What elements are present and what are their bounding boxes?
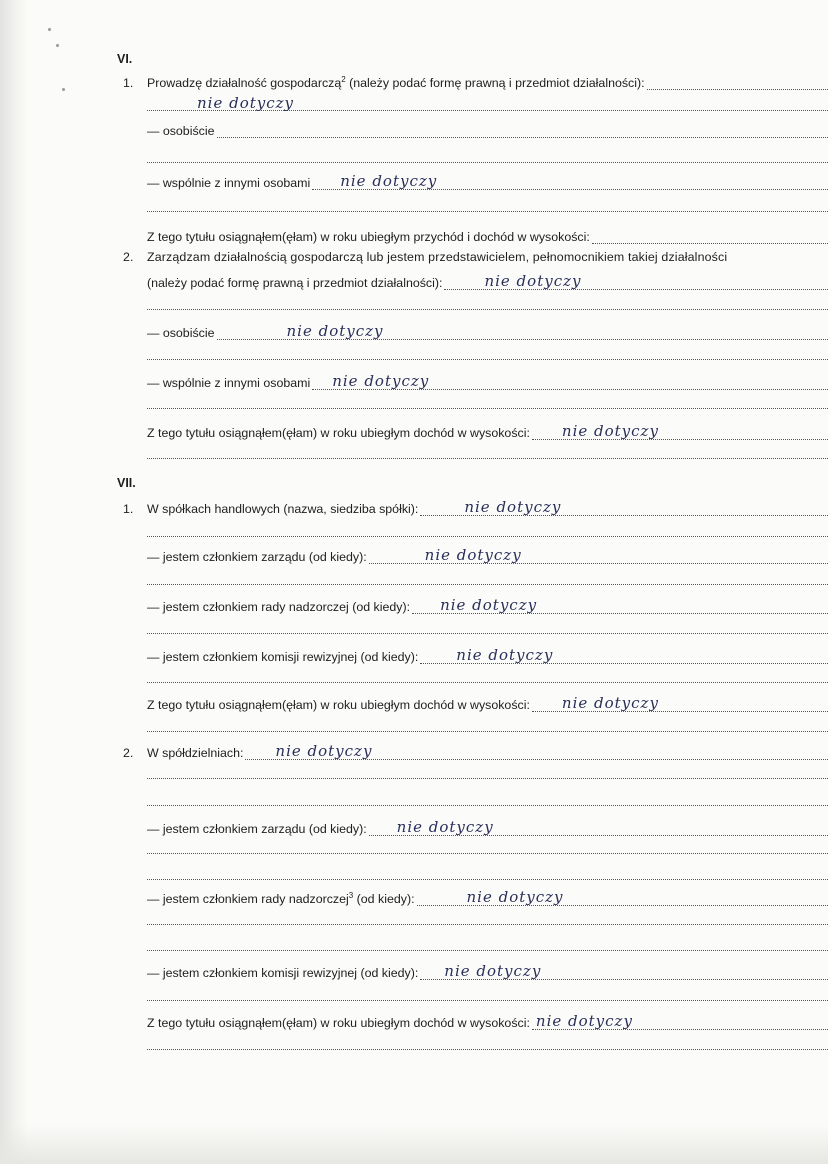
- vii-q2-number: 2.: [123, 746, 134, 760]
- vii-audit-answer: nie dotyczy: [456, 646, 554, 664]
- vi-q2-personal-label: — osobiście: [147, 326, 215, 340]
- vii-q2-board-line: [147, 818, 828, 836]
- vii-audit-label: — jestem członkiem komisji rewizyjnej (od kiedy):: [147, 650, 419, 664]
- vi-q2-extra-line[interactable]: [147, 309, 828, 310]
- vii-board-extra-line[interactable]: [147, 584, 828, 585]
- vi-q2-jointly-answer: nie dotyczy: [332, 372, 430, 390]
- vi-q2-number: 2.: [123, 250, 134, 264]
- vii-income-label: Z tego tytułu osiągnąłem(ęłam) w roku ubiegłym dochód w wysokości:: [147, 698, 530, 712]
- vii-q1-number: 1.: [123, 502, 134, 516]
- vii-supervisory-answer: nie dotyczy: [440, 596, 538, 614]
- vi-q2-income-answer: nie dotyczy: [561, 422, 659, 440]
- vi-q1-label: Prowadzę działalność gospodarczą$^2$ (należy podać formę prawną i przedmiot działalności):: [147, 74, 645, 90]
- vi-q2-jointly-extra-line[interactable]: [147, 408, 828, 409]
- vii-q1-answer: nie dotyczy: [464, 498, 562, 516]
- vii-income-fill-line[interactable]: [532, 694, 828, 712]
- vii-q2-income-label: Z tego tytułu osiągnąłem(ęłam) w roku ubiegłym dochód w wysokości:: [147, 1016, 530, 1030]
- vii-q2-extra-line-2[interactable]: [147, 805, 828, 806]
- vi-q2-personal-line: [147, 322, 828, 340]
- vii-q2-board-answer: nie dotyczy: [396, 818, 494, 836]
- vii-q2-answer: nie dotyczy: [275, 742, 373, 760]
- vi-q2-label-line2: (należy podać formę prawną i przedmiot działalności):: [147, 276, 443, 290]
- vi-q1-line: [123, 72, 828, 90]
- vii-q2-audit-answer: nie dotyczy: [444, 962, 542, 980]
- vii-supervisory-line: [147, 596, 828, 614]
- section-vi-heading: VI.: [117, 52, 133, 66]
- vii-q2-audit-fill-line[interactable]: [420, 962, 828, 980]
- vi-q2-jointly-label: — wspólnie z innymi osobami: [147, 376, 311, 390]
- vii-q2-label: W spółdzielniach:: [147, 746, 244, 760]
- vi-q2-answer: nie dotyczy: [484, 272, 582, 290]
- vi-q1-answer: nie dotyczy: [197, 94, 295, 112]
- vii-q2-board-extra-line-1[interactable]: [147, 853, 828, 854]
- vii-q2-income-answer: nie dotyczy: [535, 1012, 633, 1030]
- vii-q2-board-extra-line-2[interactable]: [147, 879, 828, 880]
- vi-q2-line1: [123, 246, 828, 264]
- vii-q2-supervisory-line: [147, 888, 828, 906]
- vii-supervisory-fill-line[interactable]: [412, 596, 828, 614]
- vi-jointly-answer: nie dotyczy: [340, 172, 438, 190]
- vi-q1-number: 1.: [123, 76, 134, 90]
- vii-q2-supervisory-extra-line-2[interactable]: [147, 950, 828, 951]
- vii-q1-fill-line[interactable]: [420, 498, 828, 516]
- vii-q2-extra-line-1[interactable]: [147, 778, 828, 779]
- vi-q2-income-line: [147, 422, 828, 440]
- vi-q2-income-label: Z tego tytułu osiągnąłem(ęłam) w roku ubiegłym dochód w wysokości:: [147, 426, 530, 440]
- vii-board-label: — jestem członkiem zarządu (od kiedy):: [147, 550, 367, 564]
- vii-q2-fill-line[interactable]: [245, 742, 828, 760]
- vii-audit-extra-line[interactable]: [147, 682, 828, 683]
- vii-q2-audit-label: — jestem członkiem komisji rewizyjnej (od kiedy):: [147, 966, 419, 980]
- vi-jointly-label: — wspólnie z innymi osobami: [147, 176, 311, 190]
- vi-personal-fill-line[interactable]: [217, 123, 828, 138]
- scan-speck: [56, 44, 59, 47]
- vii-q1-label: W spółkach handlowych (nazwa, siedziba spółki):: [147, 502, 419, 516]
- vii-q2-income-extra-line[interactable]: [147, 1049, 828, 1050]
- vi-q1-answer-line[interactable]: [147, 94, 828, 112]
- vi-q2-income-fill-line[interactable]: [532, 422, 828, 440]
- vi-personal-label: — osobiście: [147, 124, 215, 138]
- vii-q2-board-fill-line[interactable]: [369, 818, 828, 836]
- scan-speck: [48, 28, 51, 31]
- vii-income-extra-line[interactable]: [147, 731, 828, 732]
- vi-jointly-extra-line[interactable]: [147, 211, 828, 212]
- vii-supervisory-label: — jestem członkiem rady nadzorczej (od kiedy):: [147, 600, 411, 614]
- vii-q2-audit-line: [147, 962, 828, 980]
- vii-audit-line: [147, 646, 828, 664]
- vii-supervisory-extra-line[interactable]: [147, 633, 828, 634]
- vi-q2-label-line1: Zarządzam działalnością gospodarczą lub jestem przedstawicielem, pełnomocnikiem takiej działalności: [147, 250, 728, 264]
- vi-jointly-line: [147, 172, 828, 190]
- vi-personal-extra-line[interactable]: [147, 162, 828, 163]
- vii-board-answer: nie dotyczy: [424, 546, 522, 564]
- vi-q2-personal-answer: nie dotyczy: [286, 322, 384, 340]
- vii-q2-supervisory-answer: nie dotyczy: [466, 888, 564, 906]
- vii-q2-board-label: — jestem członkiem zarządu (od kiedy):: [147, 822, 367, 836]
- vi-income-fill-line[interactable]: [592, 229, 828, 244]
- vi-income-line: [147, 226, 828, 244]
- vii-income-line: [147, 694, 828, 712]
- scan-bottom-shadow: [0, 1124, 828, 1164]
- scan-edge-shadow: [0, 0, 28, 1164]
- vi-q2-personal-extra-line[interactable]: [147, 359, 828, 360]
- vi-q2-personal-fill-line[interactable]: [217, 322, 828, 340]
- vii-q2-audit-extra-line[interactable]: [147, 1000, 828, 1001]
- vi-q1-fill-line[interactable]: [647, 75, 828, 90]
- vi-personal-line: [147, 120, 828, 138]
- vii-q2-supervisory-extra-line-1[interactable]: [147, 924, 828, 925]
- vi-q2-jointly-fill-line[interactable]: [312, 372, 828, 390]
- vii-board-fill-line[interactable]: [369, 546, 828, 564]
- vii-q2-income-line: [147, 1012, 828, 1030]
- vi-q2-income-extra-line[interactable]: [147, 458, 828, 459]
- vii-income-answer: nie dotyczy: [561, 694, 659, 712]
- vii-q2-line: [123, 742, 828, 760]
- vii-q2-income-fill-line[interactable]: [532, 1012, 828, 1030]
- vii-q1-line: [123, 498, 828, 516]
- vii-audit-fill-line[interactable]: [420, 646, 828, 664]
- vii-q1-extra-line[interactable]: [147, 536, 828, 537]
- vi-jointly-fill-line[interactable]: [312, 172, 828, 190]
- vi-income-label: Z tego tytułu osiągnąłem(ęłam) w roku ubiegłym przychód i dochód w wysokości:: [147, 230, 590, 244]
- vi-q2-fill-line[interactable]: [444, 272, 828, 290]
- section-vii-heading: VII.: [117, 476, 136, 490]
- vii-q2-supervisory-fill-line[interactable]: [417, 888, 828, 906]
- scan-speck: [62, 88, 65, 91]
- vii-board-line: [147, 546, 828, 564]
- vii-q2-supervisory-label: — jestem członkiem rady nadzorczej$^3$ (od kiedy):: [147, 890, 415, 906]
- vi-q2-jointly-line: [147, 372, 828, 390]
- vi-q2-line2: [147, 272, 828, 290]
